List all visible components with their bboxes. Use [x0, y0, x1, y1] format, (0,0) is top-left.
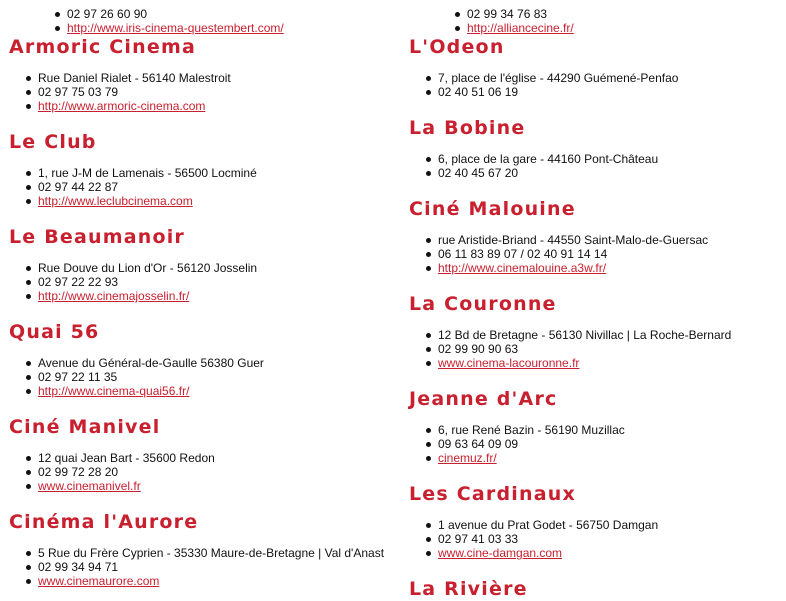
cinema-phone: 02 97 44 22 87: [38, 180, 389, 194]
cinema-info-list: [9, 71, 389, 113]
cinema-info-list: [9, 546, 389, 588]
cinema-link-item: [438, 451, 786, 465]
cinema-title: La Couronne: [409, 293, 557, 315]
cinema-link-item: [438, 261, 786, 275]
cinema-block: [9, 415, 389, 493]
cinema-title: Ciné Malouine: [409, 198, 576, 220]
cinema-address: 1, rue J-M de Lamenais - 56500 Locminé: [38, 166, 389, 180]
cinema-link[interactable]: http://www.armoric-cinema.com: [38, 99, 206, 113]
cinema-phone: 09 63 64 09 09: [438, 437, 786, 451]
cinema-phone: 02 40 45 67 20: [438, 166, 786, 180]
cinema-address: 12 quai Jean Bart - 35600 Redon: [38, 451, 389, 465]
cinema-link[interactable]: www.cine-damgan.com: [438, 546, 563, 560]
cinema-link[interactable]: http://www.cinemajosselin.fr/: [38, 289, 190, 303]
cinema-address: 6, rue René Bazin - 56190 Muzillac: [438, 423, 786, 437]
cinema-link[interactable]: www.cinemaurore.com: [38, 574, 160, 588]
cinema-link-item: [67, 21, 284, 35]
cinema-link-item: [438, 356, 786, 370]
cinema-title: Le Club: [9, 131, 97, 153]
cinema-phone: 02 99 90 90 63: [438, 342, 786, 356]
cinema-title: Ciné Manivel: [9, 416, 161, 438]
cinema-info-list: [9, 166, 389, 208]
partial-cinema-info: [38, 7, 284, 35]
cinema-block: [409, 116, 786, 180]
cinema-link-item: [38, 99, 389, 113]
cinema-address: Rue Douve du Lion d'Or - 56120 Josselin: [38, 261, 389, 275]
cinema-address: 6, place de la gare - 44160 Pont-Château: [438, 152, 786, 166]
cinema-title: Le Beaumanoir: [9, 226, 186, 248]
partial-cinema-info: [438, 7, 574, 35]
cinema-link[interactable]: cinemuz.fr/: [438, 451, 497, 465]
cinema-link-item: [38, 574, 389, 588]
cinema-info-list: [9, 451, 389, 493]
cinema-link[interactable]: http://www.leclubcinema.com: [38, 194, 193, 208]
cinema-info-list: [409, 152, 786, 180]
cinema-block: [409, 292, 786, 370]
cinema-info-list: [409, 328, 786, 370]
cinema-address: 7, place de l'église - 44290 Guémené-Penfao: [438, 71, 786, 85]
cinema-phone: 02 97 75 03 79: [38, 85, 389, 99]
cinema-info-list: [9, 356, 389, 398]
cinema-info-list: [409, 423, 786, 465]
cinema-block: [409, 387, 786, 465]
cinema-block: [9, 225, 389, 303]
cinema-link-item: [38, 289, 389, 303]
cinema-block: [409, 35, 786, 99]
cinema-title: Armoric Cinema: [9, 36, 196, 58]
cinema-block: [9, 130, 389, 208]
cinema-phone: 06 11 83 89 07 / 02 40 91 14 14: [438, 247, 786, 261]
cinema-info-list: [409, 71, 786, 99]
cinema-title: Quai 56: [9, 321, 100, 343]
cinema-link[interactable]: http://www.iris-cinema-questembert.com/: [67, 21, 284, 35]
cinema-phone: 02 99 34 76 83: [467, 7, 574, 21]
cinema-address: 1 avenue du Prat Godet - 56750 Damgan: [438, 518, 786, 532]
cinema-phone: 02 99 72 28 20: [38, 465, 389, 479]
cinema-title: Jeanne d'Arc: [409, 388, 558, 410]
cinema-link[interactable]: www.cinema-lacouronne.fr: [438, 356, 580, 370]
cinema-link[interactable]: http://alliancecine.fr/: [467, 21, 574, 35]
cinema-link[interactable]: http://www.cinema-quai56.fr/: [38, 384, 190, 398]
cinema-title: La Rivière: [409, 578, 528, 600]
cinema-phone: 02 97 41 03 33: [438, 532, 786, 546]
cinema-block: [409, 577, 786, 601]
cinema-info-list: [9, 261, 389, 303]
cinema-link-item: [438, 546, 786, 560]
cinema-phone: 02 40 51 06 19: [438, 85, 786, 99]
cinema-info-list: [409, 518, 786, 560]
cinema-block: [409, 482, 786, 560]
cinema-title: Les Cardinaux: [409, 483, 576, 505]
cinema-address: 12 Bd de Bretagne - 56130 Nivillac | La Roche-Bernard: [438, 328, 786, 342]
cinema-address: Rue Daniel Rialet - 56140 Malestroit: [38, 71, 389, 85]
cinema-link-item: [467, 21, 574, 35]
cinema-block: [9, 35, 389, 113]
cinema-title: L'Odeon: [409, 36, 505, 58]
cinema-block: [9, 320, 389, 398]
cinema-phone: 02 99 34 94 71: [38, 560, 389, 574]
cinema-link[interactable]: http://www.cinemalouine.a3w.fr/: [438, 261, 607, 275]
cinema-title: Cinéma l'Aurore: [9, 511, 199, 533]
cinema-address: rue Aristide-Briand - 44550 Saint-Malo-de-Guersac: [438, 233, 786, 247]
cinema-phone: 02 97 22 11 35: [38, 370, 389, 384]
cinema-block: [9, 510, 389, 588]
cinema-phone: 02 97 26 60 90: [67, 7, 284, 21]
cinema-info-list: [409, 233, 786, 275]
cinema-link-item: [38, 479, 389, 493]
cinema-link-item: [38, 384, 389, 398]
cinema-title: La Bobine: [409, 117, 526, 139]
cinema-block: [409, 197, 786, 275]
cinema-link-item: [38, 194, 389, 208]
cinema-link[interactable]: www.cinemanivel.fr: [38, 479, 141, 493]
cinema-address: 5 Rue du Frère Cyprien - 35330 Maure-de-Bretagne | Val d'Anast: [38, 546, 389, 560]
cinema-phone: 02 97 22 22 93: [38, 275, 389, 289]
cinema-address: Avenue du Général-de-Gaulle 56380 Guer: [38, 356, 389, 370]
